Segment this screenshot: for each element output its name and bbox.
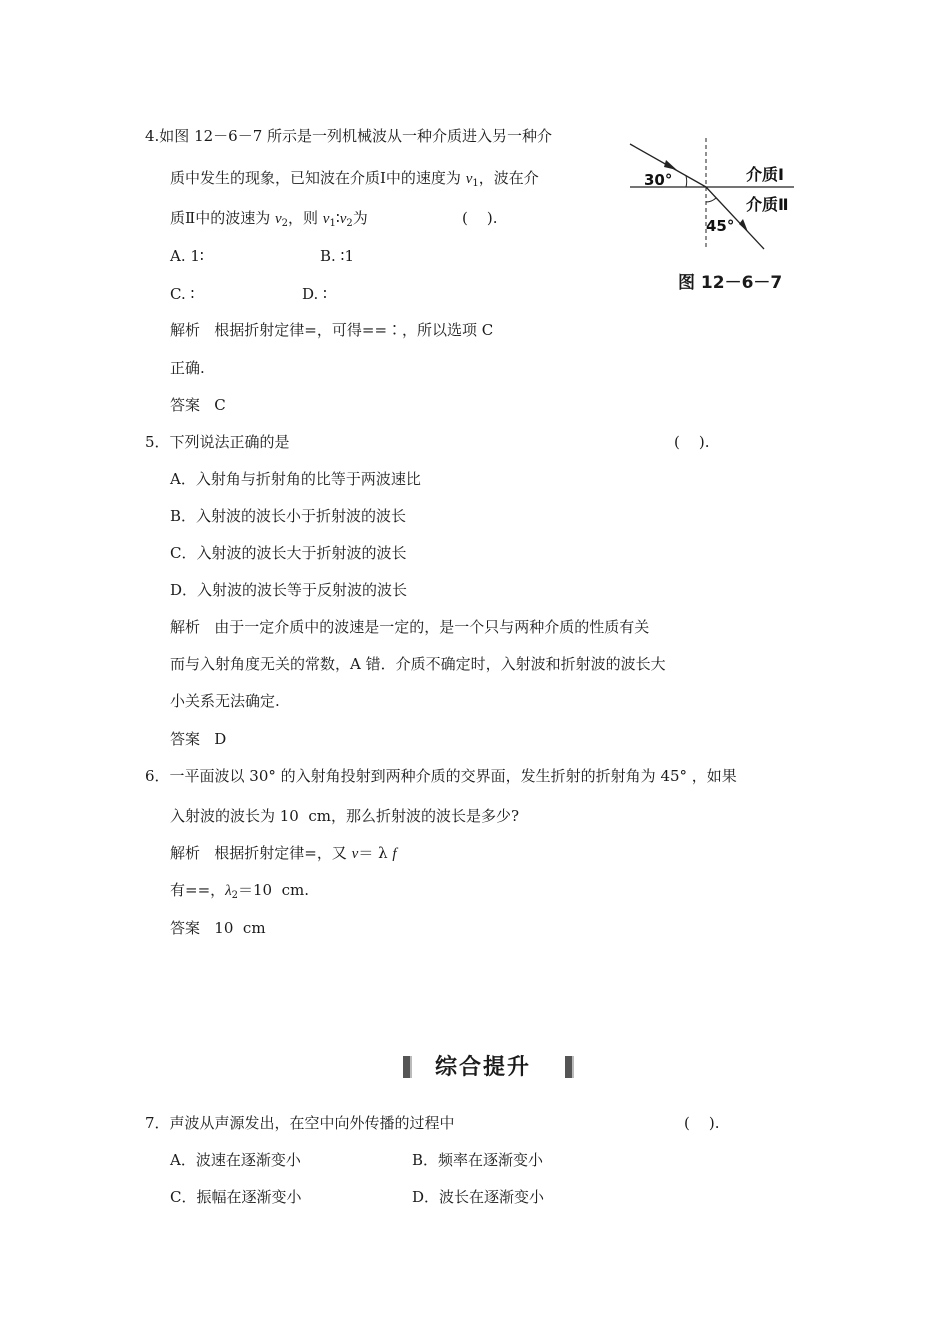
q5-answer: 答案 D bbox=[170, 730, 227, 748]
q5-answer-paren: ( ). bbox=[674, 433, 710, 451]
q5-solution-line2: 而与入射角度无关的常数，A 错．介质不确定时，入射波和折射波的波长大 bbox=[170, 655, 666, 673]
q5-option-c: C．入射波的波长大于折射波的波长 bbox=[170, 544, 407, 562]
q5-option-d: D．入射波的波长等于反射波的波长 bbox=[170, 581, 408, 599]
angle-label-45: 45° bbox=[706, 217, 735, 235]
q4-option-a: A. 1∶ bbox=[170, 247, 204, 265]
q4-stem-line1: 4.如图 12－6－7 所示是一列机械波从一种介质进入另一种介 bbox=[145, 127, 553, 145]
q6-stem-line2: 入射波的波长为 10 cm，那么折射波的波长是多少? bbox=[170, 807, 520, 825]
q5-option-b: B．入射波的波长小于折射波的波长 bbox=[170, 507, 407, 525]
q6-solution-line1: 解析 根据折射定律=，又 v＝ λ f bbox=[170, 844, 397, 862]
q7-option-b: B．频率在逐渐变小 bbox=[412, 1151, 544, 1169]
q5-stem: 5．下列说法正确的是 bbox=[145, 433, 290, 451]
q4-option-b: B. ∶1 bbox=[320, 247, 355, 265]
q7-stem: 7．声波从声源发出，在空中向外传播的过程中 bbox=[145, 1114, 455, 1132]
section-title: 综合提升 bbox=[435, 1055, 532, 1080]
q4-answer-paren: ( ). bbox=[462, 209, 498, 227]
refracted-arrow-icon bbox=[739, 219, 748, 232]
q7-answer-paren: ( ). bbox=[684, 1114, 720, 1132]
q4-answer: 答案 C bbox=[170, 396, 226, 414]
angle-label-30: 30° bbox=[644, 171, 673, 189]
q4-option-c: C. ∶ bbox=[170, 285, 195, 303]
q4-solution-line2: 正确. bbox=[170, 359, 205, 377]
q4-stem-line3: 质Ⅱ中的波速为 $v_2$，则 $v_1∶v_2$为 bbox=[170, 209, 368, 229]
medium-2-label: 介质Ⅱ bbox=[746, 195, 789, 214]
q7-option-a: A．波速在逐渐变小 bbox=[170, 1151, 301, 1169]
section-bar-left bbox=[403, 1056, 412, 1078]
q4-option-d: D. ∶ bbox=[302, 285, 327, 303]
q5-solution-line3: 小关系无法确定. bbox=[170, 692, 280, 710]
q6-stem-line1: 6．一平面波以 30° 的入射角投射到两种介质的交界面，发生折射的折射角为 45° ，如果 bbox=[145, 767, 737, 785]
section-header bbox=[395, 1050, 585, 1086]
q7-option-c: C．振幅在逐渐变小 bbox=[170, 1188, 302, 1206]
q6-solution-line2: 有==，$\lambda_2=10$ cm. bbox=[170, 881, 310, 901]
q5-solution-line1: 解析 由于一定介质中的波速是一定的，是一个只与两种介质的性质有关 bbox=[170, 618, 650, 636]
q5-option-a: A．入射角与折射角的比等于两波速比 bbox=[170, 470, 421, 488]
q4-solution-line1: 解析 根据折射定律=，可得==∶，所以选项 C bbox=[170, 321, 494, 339]
figure-caption: 图 12－6－7 bbox=[678, 273, 783, 293]
angle-arc-top bbox=[686, 176, 687, 187]
medium-1-label: 介质Ⅰ bbox=[746, 165, 784, 184]
q7-option-d: D．波长在逐渐变小 bbox=[412, 1188, 545, 1206]
angle-arc-bottom bbox=[706, 198, 716, 202]
section-bar-right bbox=[565, 1056, 574, 1078]
incident-arrow-icon bbox=[664, 160, 677, 170]
q4-stem-line2: 质中发生的现象，已知波在介质Ⅰ中的速度为 $v_1$，波在介 bbox=[170, 169, 539, 189]
q6-answer: 答案 10 cm bbox=[170, 919, 266, 937]
